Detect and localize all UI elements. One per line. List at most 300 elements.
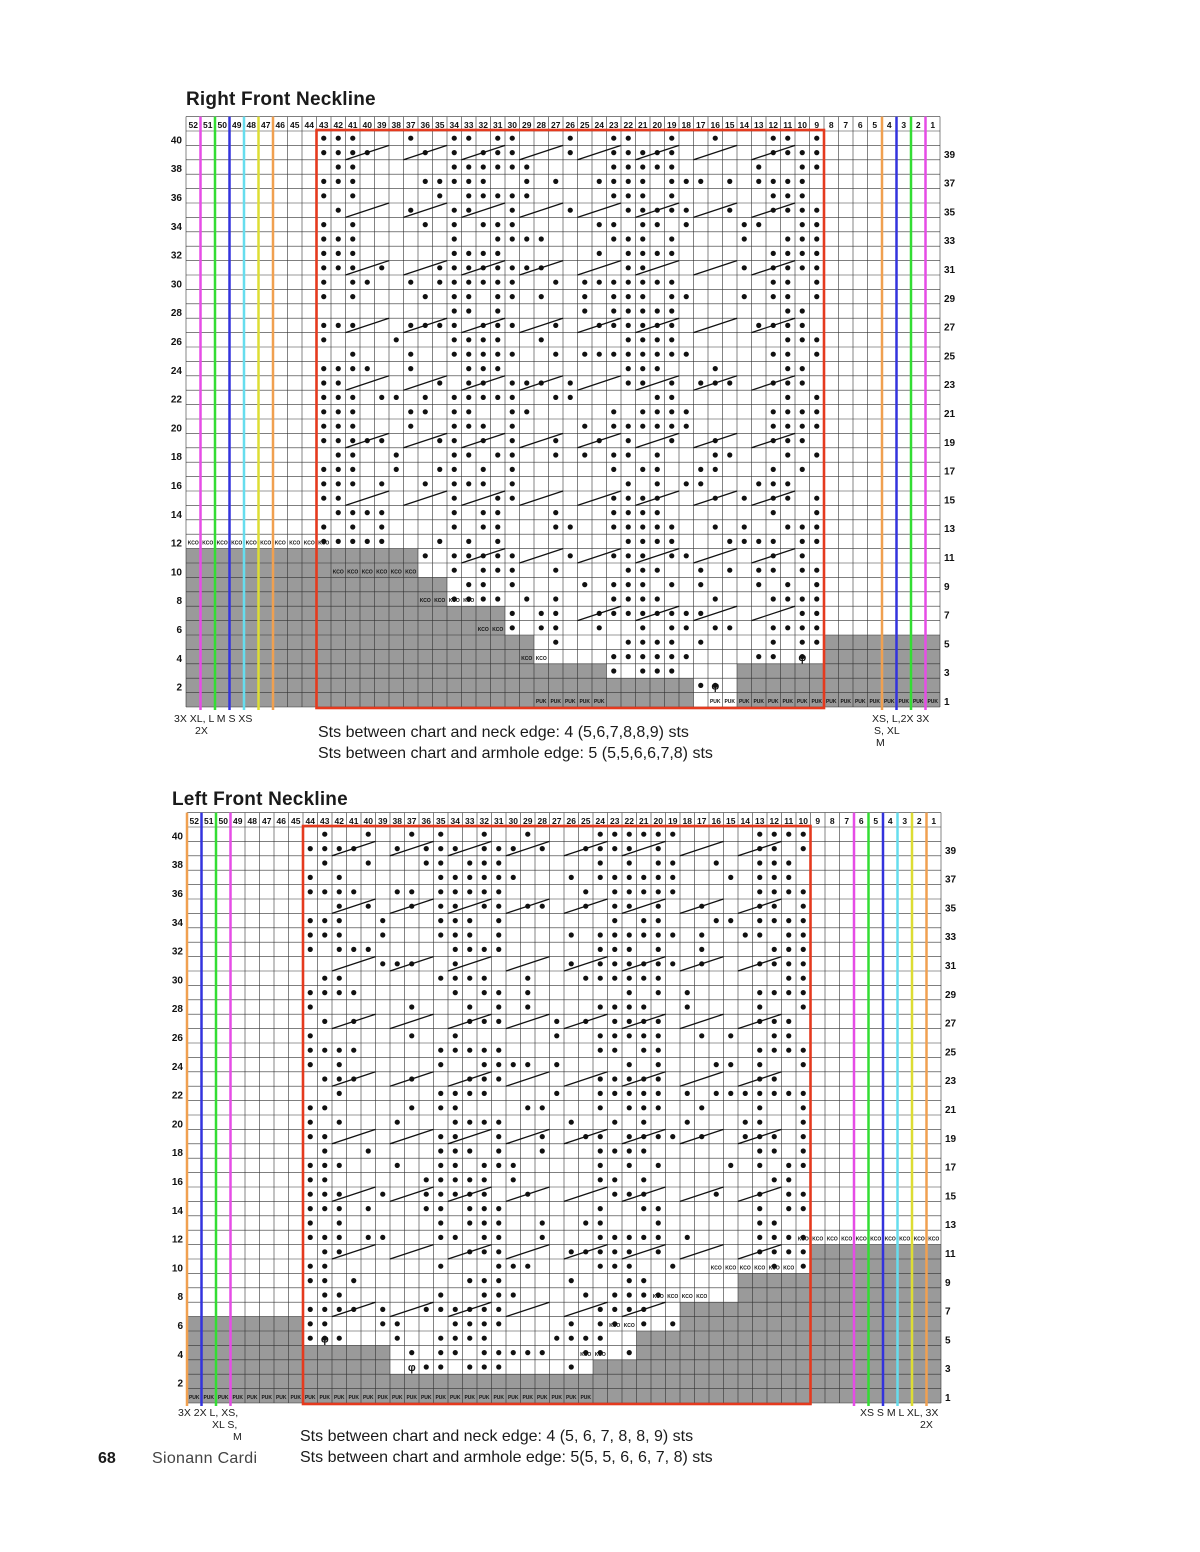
- purl-dot: [612, 1048, 617, 1053]
- row-label-right: 21: [944, 409, 956, 420]
- purl-dot: [482, 1206, 487, 1211]
- puk-cell: PUK: [927, 699, 939, 705]
- purl-dot: [511, 875, 516, 880]
- purl-dot: [598, 1235, 603, 1240]
- purl-dot: [786, 875, 791, 880]
- purl-dot: [511, 1264, 516, 1269]
- purl-dot: [641, 1206, 646, 1211]
- purl-dot: [337, 1091, 342, 1096]
- column-label: 9: [815, 816, 821, 826]
- purl-dot: [656, 990, 661, 995]
- kco-cell: KCO: [492, 627, 504, 633]
- purl-dot: [786, 976, 791, 981]
- row-label-left: 2: [176, 682, 182, 694]
- purl-dot: [612, 1019, 617, 1024]
- purl-dot: [308, 889, 313, 894]
- row-label-left: 4: [177, 1349, 183, 1361]
- kco-cell: KCO: [754, 1265, 766, 1272]
- row-label-right: 19: [944, 437, 956, 449]
- column-label: 14: [740, 816, 750, 826]
- purl-dot: [598, 1220, 603, 1225]
- puk-cell: PUK: [738, 699, 750, 705]
- column-label: 12: [768, 120, 778, 130]
- column-label: 26: [565, 120, 575, 130]
- purl-dot: [395, 846, 400, 851]
- purl-dot: [322, 1192, 327, 1197]
- purl-dot: [714, 1062, 719, 1067]
- size-labels-left-right-chart: 3X XL, L M S XS: [174, 713, 253, 725]
- purl-dot: [467, 1177, 472, 1182]
- kco-cell: KCO: [725, 1265, 737, 1272]
- purl-dot: [786, 889, 791, 894]
- column-label: 43: [320, 816, 330, 826]
- puk-cell: PUK: [246, 1395, 258, 1401]
- purl-dot: [482, 1364, 487, 1369]
- purl-dot: [612, 1235, 617, 1240]
- row-label-right: 35: [945, 903, 957, 915]
- purl-dot: [453, 1321, 458, 1326]
- note-armhole-edge-left: Sts between chart and armhole edge: 5(5, 5, 6, 6, 7, 8) sts: [300, 1449, 713, 1466]
- kco-cell: KCO: [623, 1323, 635, 1329]
- column-label: 1: [931, 816, 937, 826]
- column-label: 25: [580, 120, 590, 130]
- cable-stroke: [564, 899, 608, 913]
- kco-cell: KCO: [419, 598, 431, 605]
- purl-dot: [467, 976, 472, 981]
- column-label: 45: [290, 120, 300, 130]
- puk-cell: PUK: [362, 1395, 374, 1401]
- column-label: 50: [217, 120, 227, 130]
- puk-cell: PUK: [188, 1395, 200, 1401]
- purl-dot: [786, 918, 791, 923]
- purl-dot: [641, 1321, 646, 1326]
- row-label-left: 12: [170, 538, 182, 550]
- row-label-right: 1: [945, 1393, 951, 1404]
- purl-dot: [612, 1264, 617, 1269]
- puk-cell: PUK: [535, 699, 547, 705]
- cable-stroke: [680, 899, 724, 913]
- purl-dot: [757, 990, 762, 995]
- kco-cell: KCO: [318, 540, 330, 547]
- column-label: 23: [609, 120, 619, 130]
- column-label: 4: [887, 816, 893, 826]
- purl-dot: [525, 990, 530, 995]
- purl-dot: [525, 1264, 530, 1269]
- purl-dot: [728, 1062, 733, 1067]
- purl-dot: [786, 1249, 791, 1254]
- row-label-right: 13: [945, 1220, 957, 1232]
- row-label-right: 27: [945, 1018, 957, 1030]
- purl-dot: [670, 1264, 675, 1269]
- purl-dot: [380, 1192, 385, 1197]
- puk-cell: PUK: [333, 1395, 345, 1401]
- column-label: 15: [726, 816, 736, 826]
- purl-dot: [627, 1062, 632, 1067]
- special-stitch: φ: [711, 680, 720, 693]
- puk-cell: PUK: [551, 1395, 563, 1401]
- purl-dot: [482, 1076, 487, 1081]
- purl-dot: [438, 1364, 443, 1369]
- purl-dot: [322, 1048, 327, 1053]
- row-label-right: 13: [944, 524, 956, 536]
- purl-dot: [395, 961, 400, 966]
- purl-dot: [322, 932, 327, 937]
- purl-dot: [786, 860, 791, 865]
- book-title: Sionann Cardi: [152, 1450, 258, 1467]
- purl-dot: [482, 1220, 487, 1225]
- purl-dot: [685, 1091, 690, 1096]
- purl-dot: [641, 832, 646, 837]
- purl-dot: [453, 1163, 458, 1168]
- purl-dot: [612, 832, 617, 837]
- puk-cell: PUK: [275, 1395, 287, 1401]
- kco-cell: KCO: [652, 1294, 664, 1301]
- purl-dot: [569, 1120, 574, 1125]
- purl-dot: [322, 860, 327, 865]
- purl-dot: [453, 904, 458, 909]
- row-label-left: 20: [171, 1119, 183, 1131]
- purl-dot: [612, 875, 617, 880]
- puk-cell: PUK: [406, 1395, 418, 1401]
- purl-dot: [453, 918, 458, 923]
- purl-dot: [641, 976, 646, 981]
- kco-cell: KCO: [609, 1323, 621, 1329]
- purl-dot: [525, 976, 530, 981]
- purl-dot: [728, 1091, 733, 1096]
- purl-dot: [496, 918, 501, 923]
- purl-dot: [337, 1336, 342, 1341]
- purl-dot: [453, 947, 458, 952]
- purl-dot: [612, 1004, 617, 1009]
- column-label: 40: [363, 816, 373, 826]
- purl-dot: [627, 1292, 632, 1297]
- purl-dot: [786, 1235, 791, 1240]
- purl-dot: [496, 1249, 501, 1254]
- purl-dot: [438, 904, 443, 909]
- cable-stroke: [390, 1072, 434, 1086]
- purl-dot: [786, 947, 791, 952]
- column-label: 6: [858, 816, 864, 826]
- puk-cell: PUK: [753, 699, 765, 705]
- purl-dot: [337, 1192, 342, 1197]
- purl-dot: [554, 1062, 559, 1067]
- purl-dot: [627, 1091, 632, 1096]
- purl-dot: [453, 976, 458, 981]
- purl-dot: [786, 1177, 791, 1182]
- kco-cell: KCO: [594, 1351, 606, 1358]
- purl-dot: [380, 918, 385, 923]
- row-label-right: 9: [945, 1277, 951, 1289]
- purl-dot: [627, 860, 632, 865]
- purl-dot: [598, 1148, 603, 1153]
- purl-dot: [598, 1264, 603, 1269]
- puk-cell: PUK: [449, 1395, 461, 1401]
- purl-dot: [453, 1148, 458, 1153]
- column-label: 1: [930, 120, 936, 130]
- purl-dot: [308, 1134, 313, 1139]
- column-label: 2: [915, 120, 921, 130]
- purl-dot: [438, 918, 443, 923]
- purl-dot: [728, 1163, 733, 1168]
- column-label: 17: [697, 816, 707, 826]
- purl-dot: [641, 1278, 646, 1283]
- purl-dot: [583, 889, 588, 894]
- purl-dot: [685, 1120, 690, 1125]
- purl-dot: [496, 1076, 501, 1081]
- row-label-right: 31: [945, 961, 957, 972]
- purl-dot: [569, 1364, 574, 1369]
- purl-dot: [772, 1249, 777, 1254]
- purl-dot: [322, 1264, 327, 1269]
- column-label: 24: [594, 120, 604, 130]
- purl-dot: [801, 990, 806, 995]
- purl-dot: [786, 961, 791, 966]
- cable-stroke: [332, 1014, 376, 1028]
- row-label-left: 24: [171, 1061, 183, 1073]
- purl-dot: [337, 918, 342, 923]
- column-label: 19: [667, 120, 677, 130]
- row-label-right: 39: [945, 845, 957, 857]
- purl-dot: [656, 947, 661, 952]
- purl-dot: [656, 860, 661, 865]
- purl-dot: [438, 1336, 443, 1341]
- purl-dot: [496, 1307, 501, 1312]
- purl-dot: [322, 832, 327, 837]
- note-armhole-edge-right: Sts between chart and armhole edge: 5 (5,5,6,6,7,8) sts: [318, 745, 713, 762]
- purl-dot: [540, 1134, 545, 1139]
- purl-dot: [801, 1105, 806, 1110]
- cable-stroke: [738, 1187, 782, 1201]
- column-label: 36: [421, 816, 431, 826]
- kco-cell: KCO: [580, 1351, 592, 1358]
- row-label-left: 34: [170, 221, 182, 233]
- row-label-right: 33: [944, 236, 956, 248]
- kco-cell: KCO: [463, 598, 475, 605]
- purl-dot: [511, 1292, 516, 1297]
- kco-cell: KCO: [710, 1265, 722, 1272]
- column-label: 40: [362, 120, 372, 130]
- row-label-right: 27: [944, 322, 956, 334]
- purl-dot: [337, 1076, 342, 1081]
- purl-dot: [438, 1091, 443, 1096]
- row-label-left: 30: [170, 279, 182, 291]
- purl-dot: [496, 1163, 501, 1168]
- purl-dot: [801, 976, 806, 981]
- purl-dot: [453, 1235, 458, 1240]
- purl-dot: [467, 1206, 472, 1211]
- purl-dot: [598, 932, 603, 937]
- puk-cell: PUK: [232, 1395, 244, 1401]
- column-label: 8: [829, 816, 835, 826]
- purl-dot: [351, 1278, 356, 1283]
- kco-cell: KCO: [826, 1236, 838, 1243]
- kco-cell: KCO: [231, 540, 243, 547]
- purl-dot: [627, 1249, 632, 1254]
- purl-dot: [786, 1019, 791, 1024]
- purl-dot: [424, 860, 429, 865]
- puk-cell: PUK: [522, 1395, 534, 1401]
- purl-dot: [554, 1033, 559, 1038]
- purl-dot: [569, 875, 574, 880]
- row-label-right: 37: [945, 874, 957, 886]
- kco-cell: KCO: [928, 1236, 940, 1243]
- kco-cell: KCO: [696, 1294, 708, 1301]
- purl-dot: [757, 1206, 762, 1211]
- column-label: 44: [304, 120, 314, 130]
- kco-cell: KCO: [405, 569, 417, 576]
- purl-dot: [467, 932, 472, 937]
- shaded-block: [593, 1360, 637, 1403]
- purl-dot: [757, 1091, 762, 1096]
- purl-dot: [801, 904, 806, 909]
- purl-dot: [482, 904, 487, 909]
- special-stitch: φ: [798, 651, 807, 664]
- purl-dot: [496, 1062, 501, 1067]
- purl-dot: [801, 1091, 806, 1096]
- purl-dot: [482, 1249, 487, 1254]
- purl-dot: [656, 904, 661, 909]
- puk-cell: PUK: [261, 1395, 273, 1401]
- purl-dot: [540, 1220, 545, 1225]
- kco-cell: KCO: [841, 1236, 853, 1243]
- purl-dot: [496, 1350, 501, 1355]
- purl-dot: [656, 1019, 661, 1024]
- purl-dot: [612, 1120, 617, 1125]
- purl-dot: [772, 1033, 777, 1038]
- purl-dot: [308, 1177, 313, 1182]
- row-label-left: 10: [171, 1263, 183, 1275]
- purl-dot: [496, 1220, 501, 1225]
- puk-cell: PUK: [464, 1395, 476, 1401]
- purl-dot: [801, 932, 806, 937]
- purl-dot: [641, 1235, 646, 1240]
- purl-dot: [801, 1004, 806, 1009]
- purl-dot: [525, 832, 530, 837]
- kco-cell: KCO: [332, 569, 344, 576]
- purl-dot: [801, 1206, 806, 1211]
- purl-dot: [598, 875, 603, 880]
- puk-cell: PUK: [304, 1395, 316, 1401]
- purl-dot: [801, 1048, 806, 1053]
- page-number: 68: [98, 1450, 116, 1467]
- purl-dot: [801, 1249, 806, 1254]
- puk-cell: PUK: [854, 699, 866, 705]
- purl-dot: [322, 1321, 327, 1326]
- purl-dot: [438, 1163, 443, 1168]
- puk-cell: PUK: [593, 699, 605, 705]
- column-label: 46: [276, 816, 286, 826]
- column-label: 13: [754, 120, 764, 130]
- column-label: 30: [508, 816, 518, 826]
- purl-dot: [656, 1235, 661, 1240]
- purl-dot: [482, 1163, 487, 1168]
- purl-dot: [322, 1076, 327, 1081]
- purl-dot: [598, 846, 603, 851]
- row-label-left: 18: [171, 1148, 183, 1160]
- purl-dot: [627, 832, 632, 837]
- puk-cell: PUK: [840, 699, 852, 705]
- purl-dot: [612, 1249, 617, 1254]
- cable-stroke: [390, 1129, 434, 1143]
- purl-dot: [322, 918, 327, 923]
- column-label: 43: [319, 120, 329, 130]
- purl-dot: [496, 1235, 501, 1240]
- purl-dot: [612, 1033, 617, 1038]
- purl-dot: [757, 1004, 762, 1009]
- purl-dot: [757, 918, 762, 923]
- column-label: 20: [653, 816, 663, 826]
- column-label: 15: [725, 120, 735, 130]
- purl-dot: [757, 1235, 762, 1240]
- column-label: 20: [652, 120, 662, 130]
- purl-dot: [627, 1019, 632, 1024]
- purl-dot: [482, 1307, 487, 1312]
- kco-cell: KCO: [245, 540, 257, 547]
- purl-dot: [757, 1062, 762, 1067]
- purl-dot: [569, 1321, 574, 1326]
- purl-dot: [453, 1091, 458, 1096]
- note-neck-edge-left: Sts between chart and neck edge: 4 (5, 6, 7, 8, 8, 9) sts: [300, 1428, 694, 1445]
- puk-cell: PUK: [435, 1395, 447, 1401]
- row-label-left: 12: [171, 1234, 183, 1246]
- purl-dot: [612, 889, 617, 894]
- purl-dot: [496, 1278, 501, 1283]
- note-neck-edge-right: Sts between chart and neck edge: 4 (5,6,7,8,8,9) sts: [318, 724, 689, 741]
- column-label: 18: [681, 120, 691, 130]
- purl-dot: [641, 1048, 646, 1053]
- puk-cell: PUK: [391, 1395, 403, 1401]
- purl-dot: [337, 1292, 342, 1297]
- column-label: 22: [623, 120, 633, 130]
- purl-dot: [496, 846, 501, 851]
- purl-dot: [757, 875, 762, 880]
- purl-dot: [743, 1091, 748, 1096]
- purl-dot: [627, 1278, 632, 1283]
- purl-dot: [540, 1148, 545, 1153]
- column-label: 12: [769, 816, 779, 826]
- purl-dot: [612, 1091, 617, 1096]
- purl-dot: [786, 1048, 791, 1053]
- row-label-left: 40: [171, 831, 183, 843]
- purl-dot: [598, 976, 603, 981]
- column-label: 8: [828, 120, 834, 130]
- purl-dot: [598, 961, 603, 966]
- purl-dot: [569, 1336, 574, 1341]
- kco-cell: KCO: [477, 627, 489, 633]
- purl-dot: [670, 932, 675, 937]
- purl-dot: [337, 1307, 342, 1312]
- purl-dot: [467, 875, 472, 880]
- purl-dot: [757, 860, 762, 865]
- row-label-right: 5: [945, 1335, 951, 1347]
- purl-dot: [627, 904, 632, 909]
- purl-dot: [337, 932, 342, 937]
- column-label: 29: [523, 816, 533, 826]
- purl-dot: [772, 904, 777, 909]
- purl-dot: [467, 947, 472, 952]
- column-label: 47: [261, 120, 271, 130]
- purl-dot: [351, 1048, 356, 1053]
- purl-dot: [453, 1105, 458, 1110]
- purl-dot: [467, 1321, 472, 1326]
- purl-dot: [772, 918, 777, 923]
- puk-cell: PUK: [478, 1395, 490, 1401]
- purl-dot: [786, 832, 791, 837]
- purl-dot: [540, 1235, 545, 1240]
- purl-dot: [482, 875, 487, 880]
- row-label-right: 1: [944, 697, 950, 708]
- purl-dot: [409, 832, 414, 837]
